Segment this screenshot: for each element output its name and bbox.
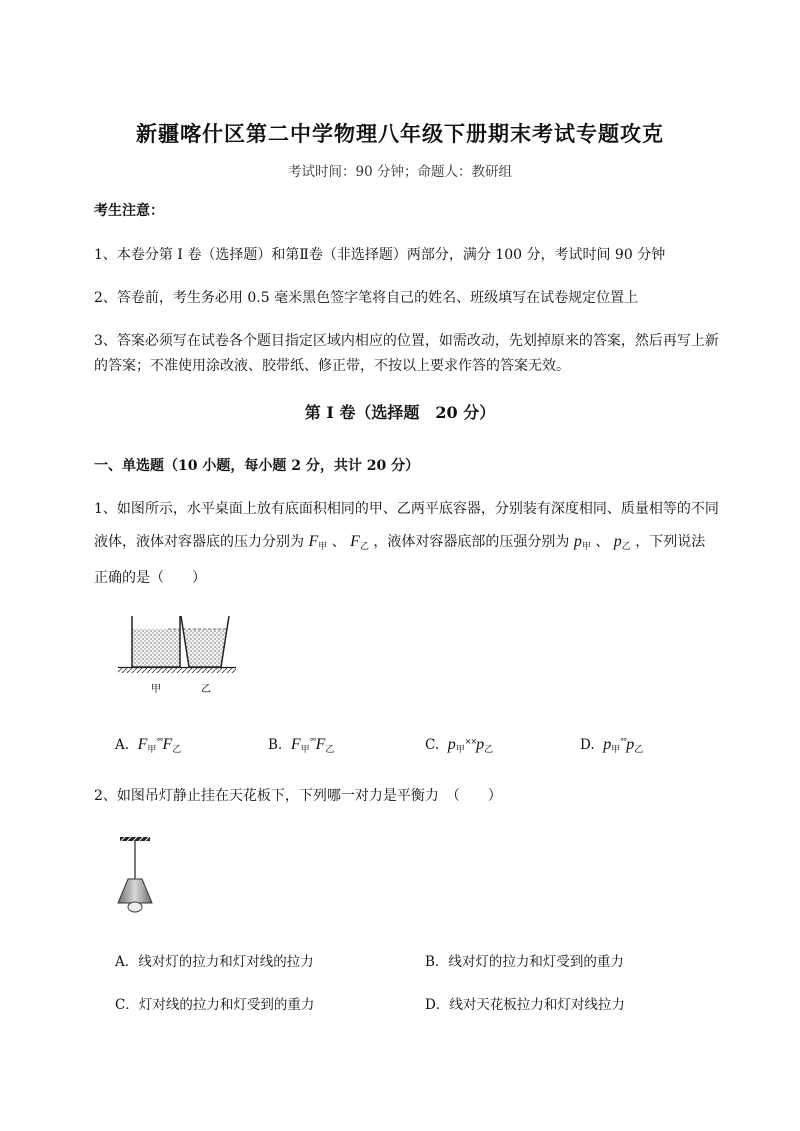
q2-option-d[interactable]: D．线对天花板拉力和灯对线拉力 [425, 997, 625, 1013]
notice-heading: 考生注意： [94, 203, 164, 219]
bulb-icon [128, 902, 142, 912]
notice-item-3-line-2: 的答案；不准使用涂改液、胶带纸、修正带，不按以上要求作答的答案无效。 [94, 358, 570, 374]
q1-stem-line-3: 正确的是（ ） [94, 570, 206, 586]
pressure-yi: $p_乙$ [613, 533, 631, 551]
q2-option-a[interactable]: A．线对灯的拉力和灯对线的拉力 [115, 954, 314, 970]
part-heading: 一、单选题（10 小题，每小题 2 分，共计 20 分） [94, 458, 420, 474]
notice-item-1: 1、本卷分第 I 卷（选择题）和第Ⅱ卷（非选择题）两部分，满分 100 分，考试时间 90 分钟 [94, 247, 666, 263]
section-title: 第 I 卷（选择题 20 分） [304, 403, 496, 422]
notice-item-3-line-1: 3、答案必须写在试卷各个题目指定区域内相应的位置，如需改动，先划掉原来的答案，然后再写上新 [94, 333, 719, 349]
q1-text-c: ，下列说法 [635, 534, 706, 550]
containers-figure [110, 610, 250, 700]
q1-option-c[interactable]: C. $p_甲^{\times\times}p_乙$ [425, 736, 494, 754]
q1-text-b: ，液体对容器底部的压强分别为 [373, 534, 570, 550]
table-surface-icon [118, 668, 236, 673]
exam-info: 考试时间：90 分钟；命题人：教研组 [288, 164, 512, 180]
q1-stem-line-2 [94, 528, 705, 560]
separator: 、 [595, 534, 610, 550]
q1-option-a[interactable]: A. $F_甲^{^\circ^\circ}F_乙$ [115, 736, 182, 754]
label-jia: 甲 [151, 684, 161, 695]
q1-stem-line-1: 1、如图所示，水平桌面上放有底面积相同的甲、乙两平底容器，分别装有深度相同、质量相等的不同 [94, 501, 719, 517]
q1-option-d[interactable]: D. $p_甲^{^\circ^\circ}p_乙$ [580, 736, 644, 754]
q2-option-c[interactable]: C．灯对线的拉力和灯受到的重力 [115, 997, 315, 1013]
q2-stem: 2、如图吊灯静止挂在天花板下，下列哪一对力是平衡力 （ ） [94, 788, 502, 804]
separator: 、 [331, 534, 346, 550]
container-jia [132, 616, 180, 667]
label-yi: 乙 [201, 684, 211, 695]
q1-text-a: 液体，液体对容器底的压力分别为 [94, 534, 304, 550]
q2-option-b[interactable]: B．线对灯的拉力和灯受到的重力 [425, 954, 624, 970]
container-yi [181, 616, 229, 667]
page-title: 新疆喀什区第二中学物理八年级下册期末考试专题攻克 [136, 121, 664, 146]
q1-option-b[interactable]: B. $F_甲^{^\circ^\circ}F_乙$ [268, 736, 335, 754]
lamp-shade [118, 879, 152, 903]
relation-symbol: °° [156, 737, 163, 746]
relation-symbol: °° [620, 737, 627, 746]
force-jia: $F_甲$ [308, 533, 328, 551]
relation-symbol: ×× [464, 737, 477, 746]
force-yi: $F_乙$ [350, 533, 369, 551]
hanging-lamp-icon [112, 835, 162, 920]
notice-item-2: 2、答卷前，考生务必用 0.5 毫米黑色签字笔将自己的姓名、班级填写在试卷规定位置上 [94, 290, 639, 306]
pressure-jia: $p_甲$ [573, 533, 591, 551]
relation-symbol: °° [309, 737, 316, 746]
